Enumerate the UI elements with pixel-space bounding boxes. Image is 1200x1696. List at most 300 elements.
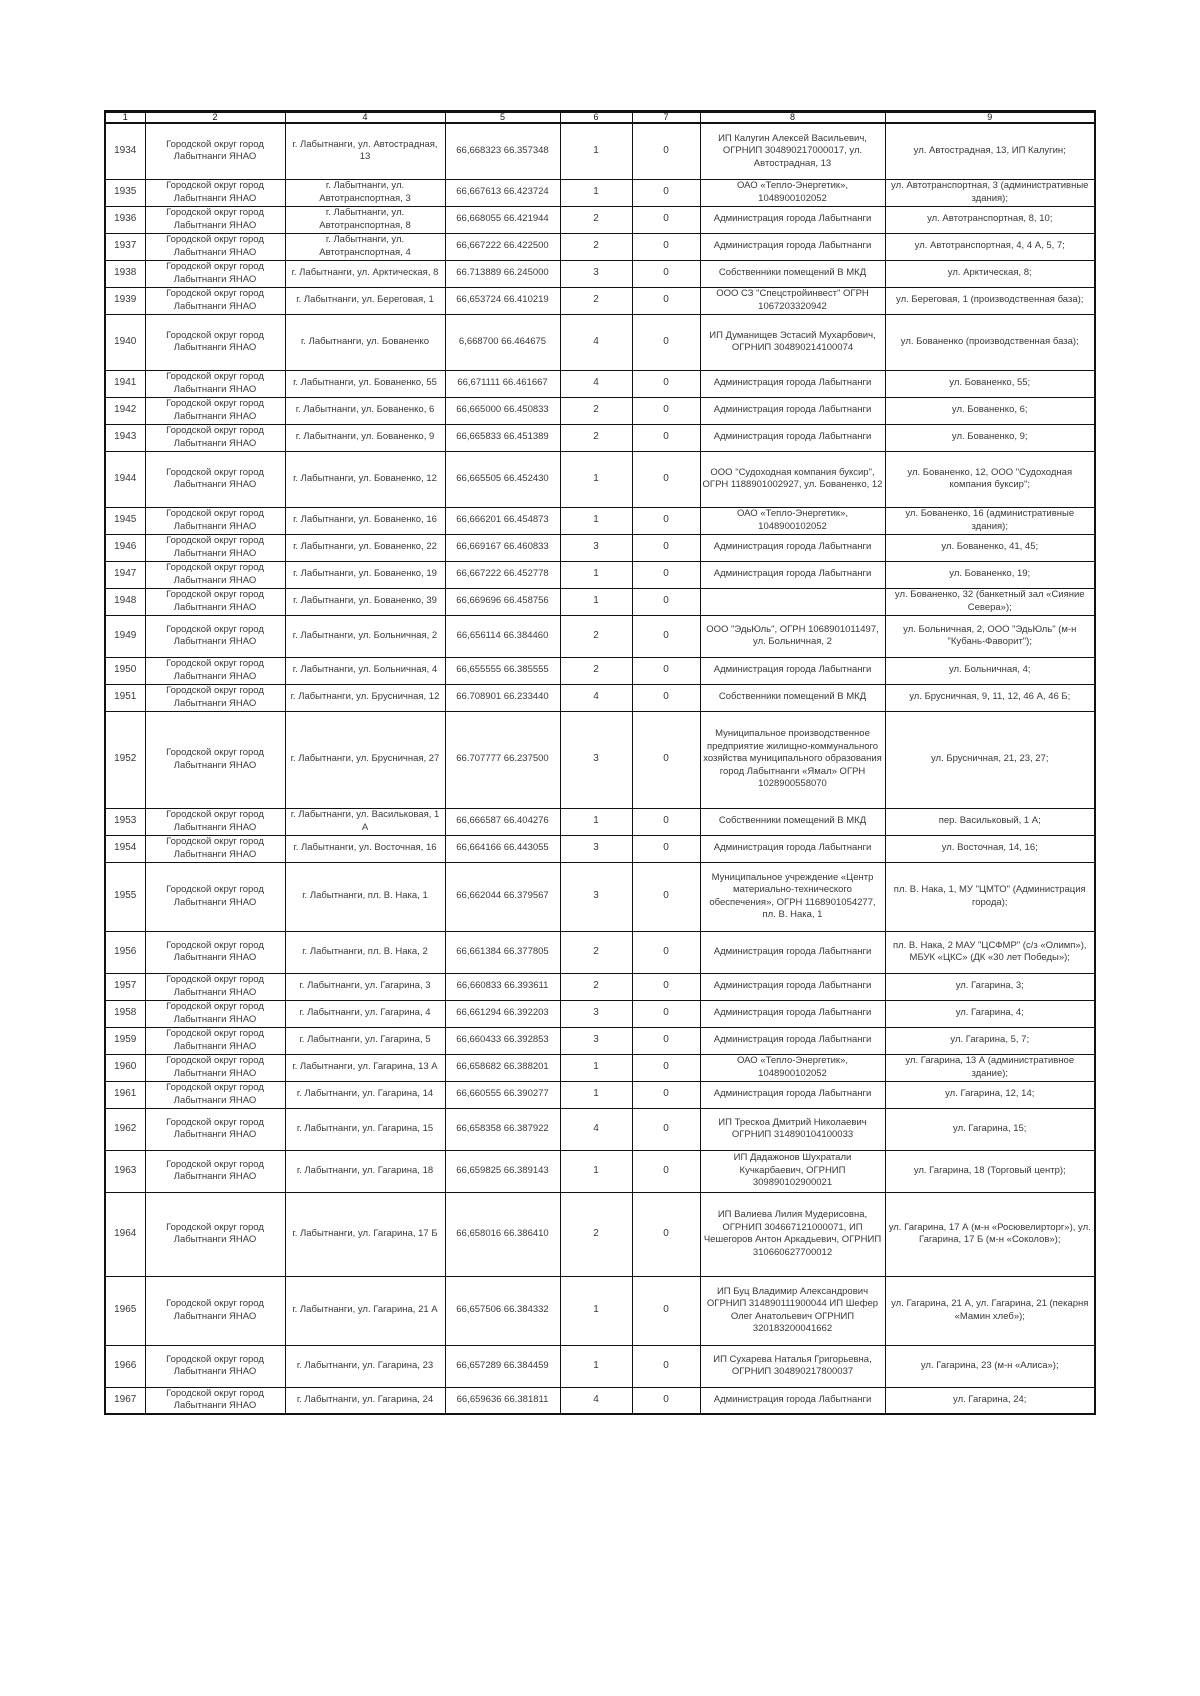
col6-value: 1: [560, 1081, 632, 1108]
coordinates-cell: 66,657289 66.384459: [445, 1345, 560, 1387]
district-cell: Городской округ город Лабытнанги ЯНАО: [145, 1192, 285, 1276]
owner-cell: Администрация города Лабытнанги: [700, 534, 885, 561]
owner-cell: Администрация города Лабытнанги: [700, 657, 885, 684]
col6-value: 1: [560, 1150, 632, 1192]
table-row: [105, 657, 1095, 684]
district-cell: Городской округ город Лабытнанги ЯНАО: [145, 424, 285, 451]
row-number: 1960: [105, 1054, 145, 1081]
address-cell: г. Лабытнанги, ул. Арктическая, 8: [285, 260, 445, 287]
address-cell: г. Лабытнанги, ул. Автотранспортная, 3: [285, 179, 445, 206]
coordinates-cell: 66,659825 66.389143: [445, 1150, 560, 1192]
served-objects-cell: ул. Бованенко, 12, ООО "Судоходная компания буксир";: [885, 451, 1095, 507]
table-row: [105, 1000, 1095, 1027]
address-cell: г. Лабытнанги, ул. Больничная, 4: [285, 657, 445, 684]
address-cell: г. Лабытнанги, ул. Гагарина, 24: [285, 1387, 445, 1414]
col7-value: 0: [632, 973, 700, 1000]
district-cell: Городской округ город Лабытнанги ЯНАО: [145, 1000, 285, 1027]
row-number: 1963: [105, 1150, 145, 1192]
col6-value: 1: [560, 451, 632, 507]
col7-value: 0: [632, 424, 700, 451]
coordinates-cell: 66,657506 66.384332: [445, 1276, 560, 1345]
coordinates-cell: 66,656114 66.384460: [445, 615, 560, 657]
col7-value: 0: [632, 657, 700, 684]
col7-value: 0: [632, 206, 700, 233]
col7-value: 0: [632, 1150, 700, 1192]
row-number: 1964: [105, 1192, 145, 1276]
district-cell: Городской округ город Лабытнанги ЯНАО: [145, 835, 285, 862]
coordinates-cell: 66,667613 66.423724: [445, 179, 560, 206]
owner-cell: ИП Буц Владимир Александрович ОГРНИП 314890111900044 ИП Шефер Олег Анатольевич ОГРНИП 320183200041662: [700, 1276, 885, 1345]
address-cell: г. Лабытнанги, ул. Бованенко, 9: [285, 424, 445, 451]
served-objects-cell: ул. Береговая, 1 (производственная база);: [885, 287, 1095, 314]
header-col-9: 9: [885, 112, 1095, 124]
col6-value: 1: [560, 808, 632, 835]
row-number: 1958: [105, 1000, 145, 1027]
district-cell: Городской округ город Лабытнанги ЯНАО: [145, 1027, 285, 1054]
coordinates-cell: 66,665833 66.451389: [445, 424, 560, 451]
coordinates-cell: 66,653724 66.410219: [445, 287, 560, 314]
col6-value: 2: [560, 424, 632, 451]
row-number: 1939: [105, 287, 145, 314]
address-cell: г. Лабытнанги, ул. Гагарина, 4: [285, 1000, 445, 1027]
served-objects-cell: пер. Васильковый, 1 А;: [885, 808, 1095, 835]
coordinates-cell: 66,665505 66.452430: [445, 451, 560, 507]
col6-value: 2: [560, 287, 632, 314]
district-cell: Городской округ город Лабытнанги ЯНАО: [145, 1081, 285, 1108]
table-row: [105, 1387, 1095, 1414]
col7-value: 0: [632, 1054, 700, 1081]
owner-cell: ООО "Судоходная компания буксир", ОГРН 1188901002927, ул. Бованенко, 12: [700, 451, 885, 507]
owner-cell: [700, 588, 885, 615]
row-number: 1967: [105, 1387, 145, 1414]
owner-cell: Муниципальное производственное предприятие жилищно-коммунального хозяйства муниципального образования город Лабытнанги «Ямал» ОГРН 1028900558070: [700, 711, 885, 808]
row-number: 1946: [105, 534, 145, 561]
address-cell: г. Лабытнанги, ул. Автотранспортная, 8: [285, 206, 445, 233]
district-cell: Городской округ город Лабытнанги ЯНАО: [145, 534, 285, 561]
address-cell: г. Лабытнанги, ул. Брусничная, 12: [285, 684, 445, 711]
coordinates-cell: 66.708901 66.233440: [445, 684, 560, 711]
district-cell: Городской округ город Лабытнанги ЯНАО: [145, 397, 285, 424]
served-objects-cell: ул. Брусничная, 21, 23, 27;: [885, 711, 1095, 808]
served-objects-cell: ул. Автотранспортная, 8, 10;: [885, 206, 1095, 233]
district-cell: Городской округ город Лабытнанги ЯНАО: [145, 1345, 285, 1387]
owner-cell: Администрация города Лабытнанги: [700, 233, 885, 260]
owner-cell: Администрация города Лабытнанги: [700, 561, 885, 588]
table-row: [105, 397, 1095, 424]
owner-cell: Администрация города Лабытнанги: [700, 1387, 885, 1414]
col7-value: 0: [632, 179, 700, 206]
served-objects-cell: ул. Гагарина, 21 А, ул. Гагарина, 21 (пекарня «Мамин хлеб»);: [885, 1276, 1095, 1345]
served-objects-cell: ул. Автотранспортная, 3 (административные здания);: [885, 179, 1095, 206]
col7-value: 0: [632, 862, 700, 931]
table-row: [105, 1345, 1095, 1387]
served-objects-cell: ул. Автотранспортная, 4, 4 А, 5, 7;: [885, 233, 1095, 260]
owner-cell: Администрация города Лабытнанги: [700, 1027, 885, 1054]
col7-value: 0: [632, 1027, 700, 1054]
served-objects-cell: ул. Бованенко, 32 (банкетный зал «Сияние Севера»);: [885, 588, 1095, 615]
col7-value: 0: [632, 314, 700, 370]
coordinates-cell: 66,671111 66.461667: [445, 370, 560, 397]
district-cell: Городской округ город Лабытнанги ЯНАО: [145, 179, 285, 206]
coordinates-cell: 66,667222 66.422500: [445, 233, 560, 260]
address-cell: г. Лабытнанги, ул. Бованенко, 6: [285, 397, 445, 424]
table-row: [105, 561, 1095, 588]
row-number: 1935: [105, 179, 145, 206]
address-cell: г. Лабытнанги, пл. В. Нака, 1: [285, 862, 445, 931]
row-number: 1961: [105, 1081, 145, 1108]
address-cell: г. Лабытнанги, ул. Береговая, 1: [285, 287, 445, 314]
served-objects-cell: ул. Гагарина, 15;: [885, 1108, 1095, 1150]
row-number: 1959: [105, 1027, 145, 1054]
col6-value: 4: [560, 314, 632, 370]
address-cell: г. Лабытнанги, ул. Гагарина, 23: [285, 1345, 445, 1387]
coordinates-cell: 66.707777 66.237500: [445, 711, 560, 808]
served-objects-cell: ул. Восточная, 14, 16;: [885, 835, 1095, 862]
col7-value: 0: [632, 507, 700, 534]
served-objects-cell: ул. Брусничная, 9, 11, 12, 46 А, 46 Б;: [885, 684, 1095, 711]
coordinates-cell: 66,669167 66.460833: [445, 534, 560, 561]
table-row: [105, 1108, 1095, 1150]
address-cell: г. Лабытнанги, ул. Автострадная, 13: [285, 123, 445, 179]
address-cell: г. Лабытнанги, ул. Гагарина, 18: [285, 1150, 445, 1192]
row-number: 1943: [105, 424, 145, 451]
address-cell: г. Лабытнанги, ул. Бованенко, 19: [285, 561, 445, 588]
registry-table: [104, 110, 1096, 1415]
row-number: 1936: [105, 206, 145, 233]
district-cell: Городской округ город Лабытнанги ЯНАО: [145, 615, 285, 657]
district-cell: Городской округ город Лабытнанги ЯНАО: [145, 370, 285, 397]
col7-value: 0: [632, 233, 700, 260]
owner-cell: Администрация города Лабытнанги: [700, 397, 885, 424]
address-cell: г. Лабытнанги, ул. Брусничная, 27: [285, 711, 445, 808]
table-row: [105, 973, 1095, 1000]
col7-value: 0: [632, 1081, 700, 1108]
table-row: [105, 1081, 1095, 1108]
table-row: [105, 1150, 1095, 1192]
col7-value: 0: [632, 808, 700, 835]
owner-cell: Администрация города Лабытнанги: [700, 931, 885, 973]
col6-value: 1: [560, 1054, 632, 1081]
served-objects-cell: ул. Бованенко, 6;: [885, 397, 1095, 424]
coordinates-cell: 66.713889 66.245000: [445, 260, 560, 287]
address-cell: г. Лабытнанги, ул. Бованенко: [285, 314, 445, 370]
row-number: 1955: [105, 862, 145, 931]
row-number: 1941: [105, 370, 145, 397]
col7-value: 0: [632, 1000, 700, 1027]
row-number: 1952: [105, 711, 145, 808]
coordinates-cell: 66,661384 66.377805: [445, 931, 560, 973]
served-objects-cell: ул. Больничная, 4;: [885, 657, 1095, 684]
table-row: [105, 862, 1095, 931]
coordinates-cell: 66,659636 66.381811: [445, 1387, 560, 1414]
col7-value: 0: [632, 615, 700, 657]
col6-value: 1: [560, 561, 632, 588]
district-cell: Городской округ город Лабытнанги ЯНАО: [145, 123, 285, 179]
col6-value: 2: [560, 973, 632, 1000]
row-number: 1966: [105, 1345, 145, 1387]
coordinates-cell: 66,667222 66.452778: [445, 561, 560, 588]
owner-cell: ИП Дадажонов Шухратали Кучкарбаевич, ОГРНИП 309890102900021: [700, 1150, 885, 1192]
col7-value: 0: [632, 123, 700, 179]
header-col-1: 1: [105, 112, 145, 124]
coordinates-cell: 66,666587 66.404276: [445, 808, 560, 835]
district-cell: Городской округ город Лабытнанги ЯНАО: [145, 808, 285, 835]
served-objects-cell: ул. Гагарина, 17 А (м-н «Росювелирторг»), ул. Гагарина, 17 Б (м-н «Соколов»);: [885, 1192, 1095, 1276]
col6-value: 3: [560, 1027, 632, 1054]
col7-value: 0: [632, 1387, 700, 1414]
served-objects-cell: ул. Бованенко (производственная база);: [885, 314, 1095, 370]
col7-value: 0: [632, 287, 700, 314]
coordinates-cell: 66,660433 66.392853: [445, 1027, 560, 1054]
district-cell: Городской округ город Лабытнанги ЯНАО: [145, 862, 285, 931]
district-cell: Городской округ город Лабытнанги ЯНАО: [145, 1150, 285, 1192]
col6-value: 2: [560, 206, 632, 233]
row-number: 1945: [105, 507, 145, 534]
address-cell: г. Лабытнанги, ул. Гагарина, 3: [285, 973, 445, 1000]
coordinates-cell: 66,658358 66.387922: [445, 1108, 560, 1150]
row-number: 1949: [105, 615, 145, 657]
address-cell: г. Лабытнанги, ул. Бованенко, 55: [285, 370, 445, 397]
table-row: [105, 1027, 1095, 1054]
coordinates-cell: 66,660833 66.393611: [445, 973, 560, 1000]
col7-value: 0: [632, 1276, 700, 1345]
owner-cell: ООО "ЭдьЮль", ОГРН 1068901011497, ул. Больничная, 2: [700, 615, 885, 657]
table-row: [105, 1276, 1095, 1345]
served-objects-cell: ул. Гагарина, 5, 7;: [885, 1027, 1095, 1054]
col6-value: 1: [560, 1345, 632, 1387]
owner-cell: ИП Калугин Алексей Васильевич, ОГРНИП 304890217000017, ул. Автострадная, 13: [700, 123, 885, 179]
col6-value: 3: [560, 862, 632, 931]
row-number: 1950: [105, 657, 145, 684]
table-row: [105, 233, 1095, 260]
col7-value: 0: [632, 1345, 700, 1387]
col6-value: 2: [560, 931, 632, 973]
served-objects-cell: ул. Гагарина, 12, 14;: [885, 1081, 1095, 1108]
served-objects-cell: ул. Бованенко, 41, 45;: [885, 534, 1095, 561]
col6-value: 3: [560, 534, 632, 561]
owner-cell: Собственники помещений В МКД: [700, 684, 885, 711]
owner-cell: ИП Сухарева Наталья Григорьевна, ОГРНИП 304890217800037: [700, 1345, 885, 1387]
table-row: [105, 615, 1095, 657]
district-cell: Городской округ город Лабытнанги ЯНАО: [145, 931, 285, 973]
coordinates-cell: 66,658682 66.388201: [445, 1054, 560, 1081]
col7-value: 0: [632, 588, 700, 615]
table-row: [105, 1192, 1095, 1276]
table-row: [105, 711, 1095, 808]
col7-value: 0: [632, 1192, 700, 1276]
col7-value: 0: [632, 1108, 700, 1150]
coordinates-cell: 66,666201 66.454873: [445, 507, 560, 534]
coordinates-cell: 66,665000 66.450833: [445, 397, 560, 424]
served-objects-cell: ул. Бованенко, 55;: [885, 370, 1095, 397]
served-objects-cell: ул. Бованенко, 19;: [885, 561, 1095, 588]
table-row: [105, 1054, 1095, 1081]
col6-value: 2: [560, 657, 632, 684]
owner-cell: ИП Думанищев Эстасий Мухарбович, ОГРНИП 304890214100074: [700, 314, 885, 370]
table-row: [105, 835, 1095, 862]
owner-cell: ИП Трескоа Дмитрий Николаевич ОГРНИП 314890104100033: [700, 1108, 885, 1150]
address-cell: г. Лабытнанги, ул. Гагарина, 5: [285, 1027, 445, 1054]
row-number: 1948: [105, 588, 145, 615]
col7-value: 0: [632, 684, 700, 711]
address-cell: г. Лабытнанги, ул. Бованенко, 12: [285, 451, 445, 507]
table-row: [105, 314, 1095, 370]
col6-value: 3: [560, 1000, 632, 1027]
col7-value: 0: [632, 451, 700, 507]
district-cell: Городской округ город Лабытнанги ЯНАО: [145, 260, 285, 287]
served-objects-cell: ул. Арктическая, 8;: [885, 260, 1095, 287]
row-number: 1954: [105, 835, 145, 862]
table-row: [105, 370, 1095, 397]
col6-value: 1: [560, 123, 632, 179]
col6-value: 2: [560, 397, 632, 424]
table-row: [105, 931, 1095, 973]
owner-cell: ИП Валиева Лилия Мудерисовна, ОГРНИП 304667121000071, ИП Чешегоров Антон Аркадьевич, ОГРНИП 310660627700012: [700, 1192, 885, 1276]
header-col-7: 7: [632, 112, 700, 124]
col6-value: 1: [560, 1276, 632, 1345]
col7-value: 0: [632, 561, 700, 588]
row-number: 1940: [105, 314, 145, 370]
row-number: 1938: [105, 260, 145, 287]
owner-cell: Администрация города Лабытнанги: [700, 973, 885, 1000]
owner-cell: ОАО «Тепло-Энергетик», 1048900102052: [700, 507, 885, 534]
district-cell: Городской округ город Лабытнанги ЯНАО: [145, 561, 285, 588]
header-col-6: 6: [560, 112, 632, 124]
served-objects-cell: ул. Гагарина, 13 А (административное здание);: [885, 1054, 1095, 1081]
table-row: [105, 260, 1095, 287]
served-objects-cell: ул. Больничная, 2, ООО "ЭдьЮль" (м-н "Кубань-Фаворит");: [885, 615, 1095, 657]
address-cell: г. Лабытнанги, ул. Гагарина, 15: [285, 1108, 445, 1150]
row-number: 1934: [105, 123, 145, 179]
col7-value: 0: [632, 711, 700, 808]
owner-cell: Администрация города Лабытнанги: [700, 1000, 885, 1027]
served-objects-cell: ул. Гагарина, 4;: [885, 1000, 1095, 1027]
district-cell: Городской округ город Лабытнанги ЯНАО: [145, 1054, 285, 1081]
header-col-5: 5: [445, 112, 560, 124]
col7-value: 0: [632, 370, 700, 397]
district-cell: Городской округ город Лабытнанги ЯНАО: [145, 1108, 285, 1150]
row-number: 1947: [105, 561, 145, 588]
coordinates-cell: 66,668055 66.421944: [445, 206, 560, 233]
header-col-4: 4: [285, 112, 445, 124]
owner-cell: Администрация города Лабытнанги: [700, 835, 885, 862]
owner-cell: ОАО «Тепло-Энергетик», 1048900102052: [700, 179, 885, 206]
served-objects-cell: пл. В. Нака, 2 МАУ "ЦСФМР" (с/з «Олимп»), МБУК «ЦКС» (ДК «30 лет Победы»);: [885, 931, 1095, 973]
col6-value: 2: [560, 615, 632, 657]
owner-cell: Администрация города Лабытнанги: [700, 206, 885, 233]
owner-cell: Муниципальное учреждение «Центр материально-технического обеспечения», ОГРН 1168901054277, пл. В. Нака, 1: [700, 862, 885, 931]
table-row: [105, 507, 1095, 534]
header-row: [105, 112, 1095, 124]
address-cell: г. Лабытнанги, ул. Бованенко, 22: [285, 534, 445, 561]
district-cell: Городской округ город Лабытнанги ЯНАО: [145, 684, 285, 711]
header-col-8: 8: [700, 112, 885, 124]
coordinates-cell: 66,662044 66.379567: [445, 862, 560, 931]
col6-value: 1: [560, 507, 632, 534]
address-cell: г. Лабытнанги, ул. Гагарина, 14: [285, 1081, 445, 1108]
coordinates-cell: 66,660555 66.390277: [445, 1081, 560, 1108]
served-objects-cell: ул. Автострадная, 13, ИП Калугин;: [885, 123, 1095, 179]
served-objects-cell: ул. Гагарина, 24;: [885, 1387, 1095, 1414]
district-cell: Городской округ город Лабытнанги ЯНАО: [145, 973, 285, 1000]
district-cell: Городской округ город Лабытнанги ЯНАО: [145, 233, 285, 260]
district-cell: Городской округ город Лабытнанги ЯНАО: [145, 287, 285, 314]
district-cell: Городской округ город Лабытнанги ЯНАО: [145, 711, 285, 808]
coordinates-cell: 66,655555 66.385555: [445, 657, 560, 684]
col6-value: 4: [560, 1387, 632, 1414]
col6-value: 3: [560, 260, 632, 287]
table-row: [105, 684, 1095, 711]
address-cell: г. Лабытнанги, ул. Восточная, 16: [285, 835, 445, 862]
address-cell: г. Лабытнанги, ул. Больничная, 2: [285, 615, 445, 657]
row-number: 1951: [105, 684, 145, 711]
owner-cell: Администрация города Лабытнанги: [700, 424, 885, 451]
address-cell: г. Лабытнанги, ул. Бованенко, 39: [285, 588, 445, 615]
district-cell: Городской округ город Лабытнанги ЯНАО: [145, 588, 285, 615]
address-cell: г. Лабытнанги, ул. Гагарина, 13 А: [285, 1054, 445, 1081]
table-row: [105, 206, 1095, 233]
col7-value: 0: [632, 835, 700, 862]
table-row: [105, 123, 1095, 179]
address-cell: г. Лабытнанги, ул. Гагарина, 17 Б: [285, 1192, 445, 1276]
served-objects-cell: ул. Бованенко, 9;: [885, 424, 1095, 451]
table-row: [105, 808, 1095, 835]
col7-value: 0: [632, 931, 700, 973]
col6-value: 2: [560, 1192, 632, 1276]
col6-value: 3: [560, 835, 632, 862]
served-objects-cell: ул. Гагарина, 3;: [885, 973, 1095, 1000]
row-number: 1957: [105, 973, 145, 1000]
table-row: [105, 424, 1095, 451]
district-cell: Городской округ город Лабытнанги ЯНАО: [145, 1276, 285, 1345]
served-objects-cell: ул. Гагарина, 23 (м-н «Алиса»);: [885, 1345, 1095, 1387]
district-cell: Городской округ город Лабытнанги ЯНАО: [145, 206, 285, 233]
col6-value: 2: [560, 233, 632, 260]
header-col-2: 2: [145, 112, 285, 124]
col6-value: 4: [560, 684, 632, 711]
col7-value: 0: [632, 534, 700, 561]
coordinates-cell: 66,668323 66.357348: [445, 123, 560, 179]
address-cell: г. Лабытнанги, ул. Гагарина, 21 А: [285, 1276, 445, 1345]
address-cell: г. Лабытнанги, ул. Васильковая, 1 А: [285, 808, 445, 835]
row-number: 1937: [105, 233, 145, 260]
owner-cell: ОАО «Тепло-Энергетик», 1048900102052: [700, 1054, 885, 1081]
coordinates-cell: 66,658016 66.386410: [445, 1192, 560, 1276]
table-row: [105, 451, 1095, 507]
district-cell: Городской округ город Лабытнанги ЯНАО: [145, 314, 285, 370]
row-number: 1944: [105, 451, 145, 507]
row-number: 1953: [105, 808, 145, 835]
district-cell: Городской округ город Лабытнанги ЯНАО: [145, 451, 285, 507]
address-cell: г. Лабытнанги, ул. Бованенко, 16: [285, 507, 445, 534]
col6-value: 1: [560, 179, 632, 206]
row-number: 1942: [105, 397, 145, 424]
served-objects-cell: ул. Бованенко, 16 (административные здания);: [885, 507, 1095, 534]
district-cell: Городской округ город Лабытнанги ЯНАО: [145, 657, 285, 684]
address-cell: г. Лабытнанги, ул. Автотранспортная, 4: [285, 233, 445, 260]
col6-value: 3: [560, 711, 632, 808]
district-cell: Городской округ город Лабытнанги ЯНАО: [145, 1387, 285, 1414]
row-number: 1956: [105, 931, 145, 973]
owner-cell: Собственники помещений В МКД: [700, 808, 885, 835]
served-objects-cell: ул. Гагарина, 18 (Торговый центр);: [885, 1150, 1095, 1192]
coordinates-cell: 66,661294 66.392203: [445, 1000, 560, 1027]
table-row: [105, 588, 1095, 615]
owner-cell: Администрация города Лабытнанги: [700, 1081, 885, 1108]
col6-value: 1: [560, 588, 632, 615]
table-row: [105, 179, 1095, 206]
col7-value: 0: [632, 397, 700, 424]
